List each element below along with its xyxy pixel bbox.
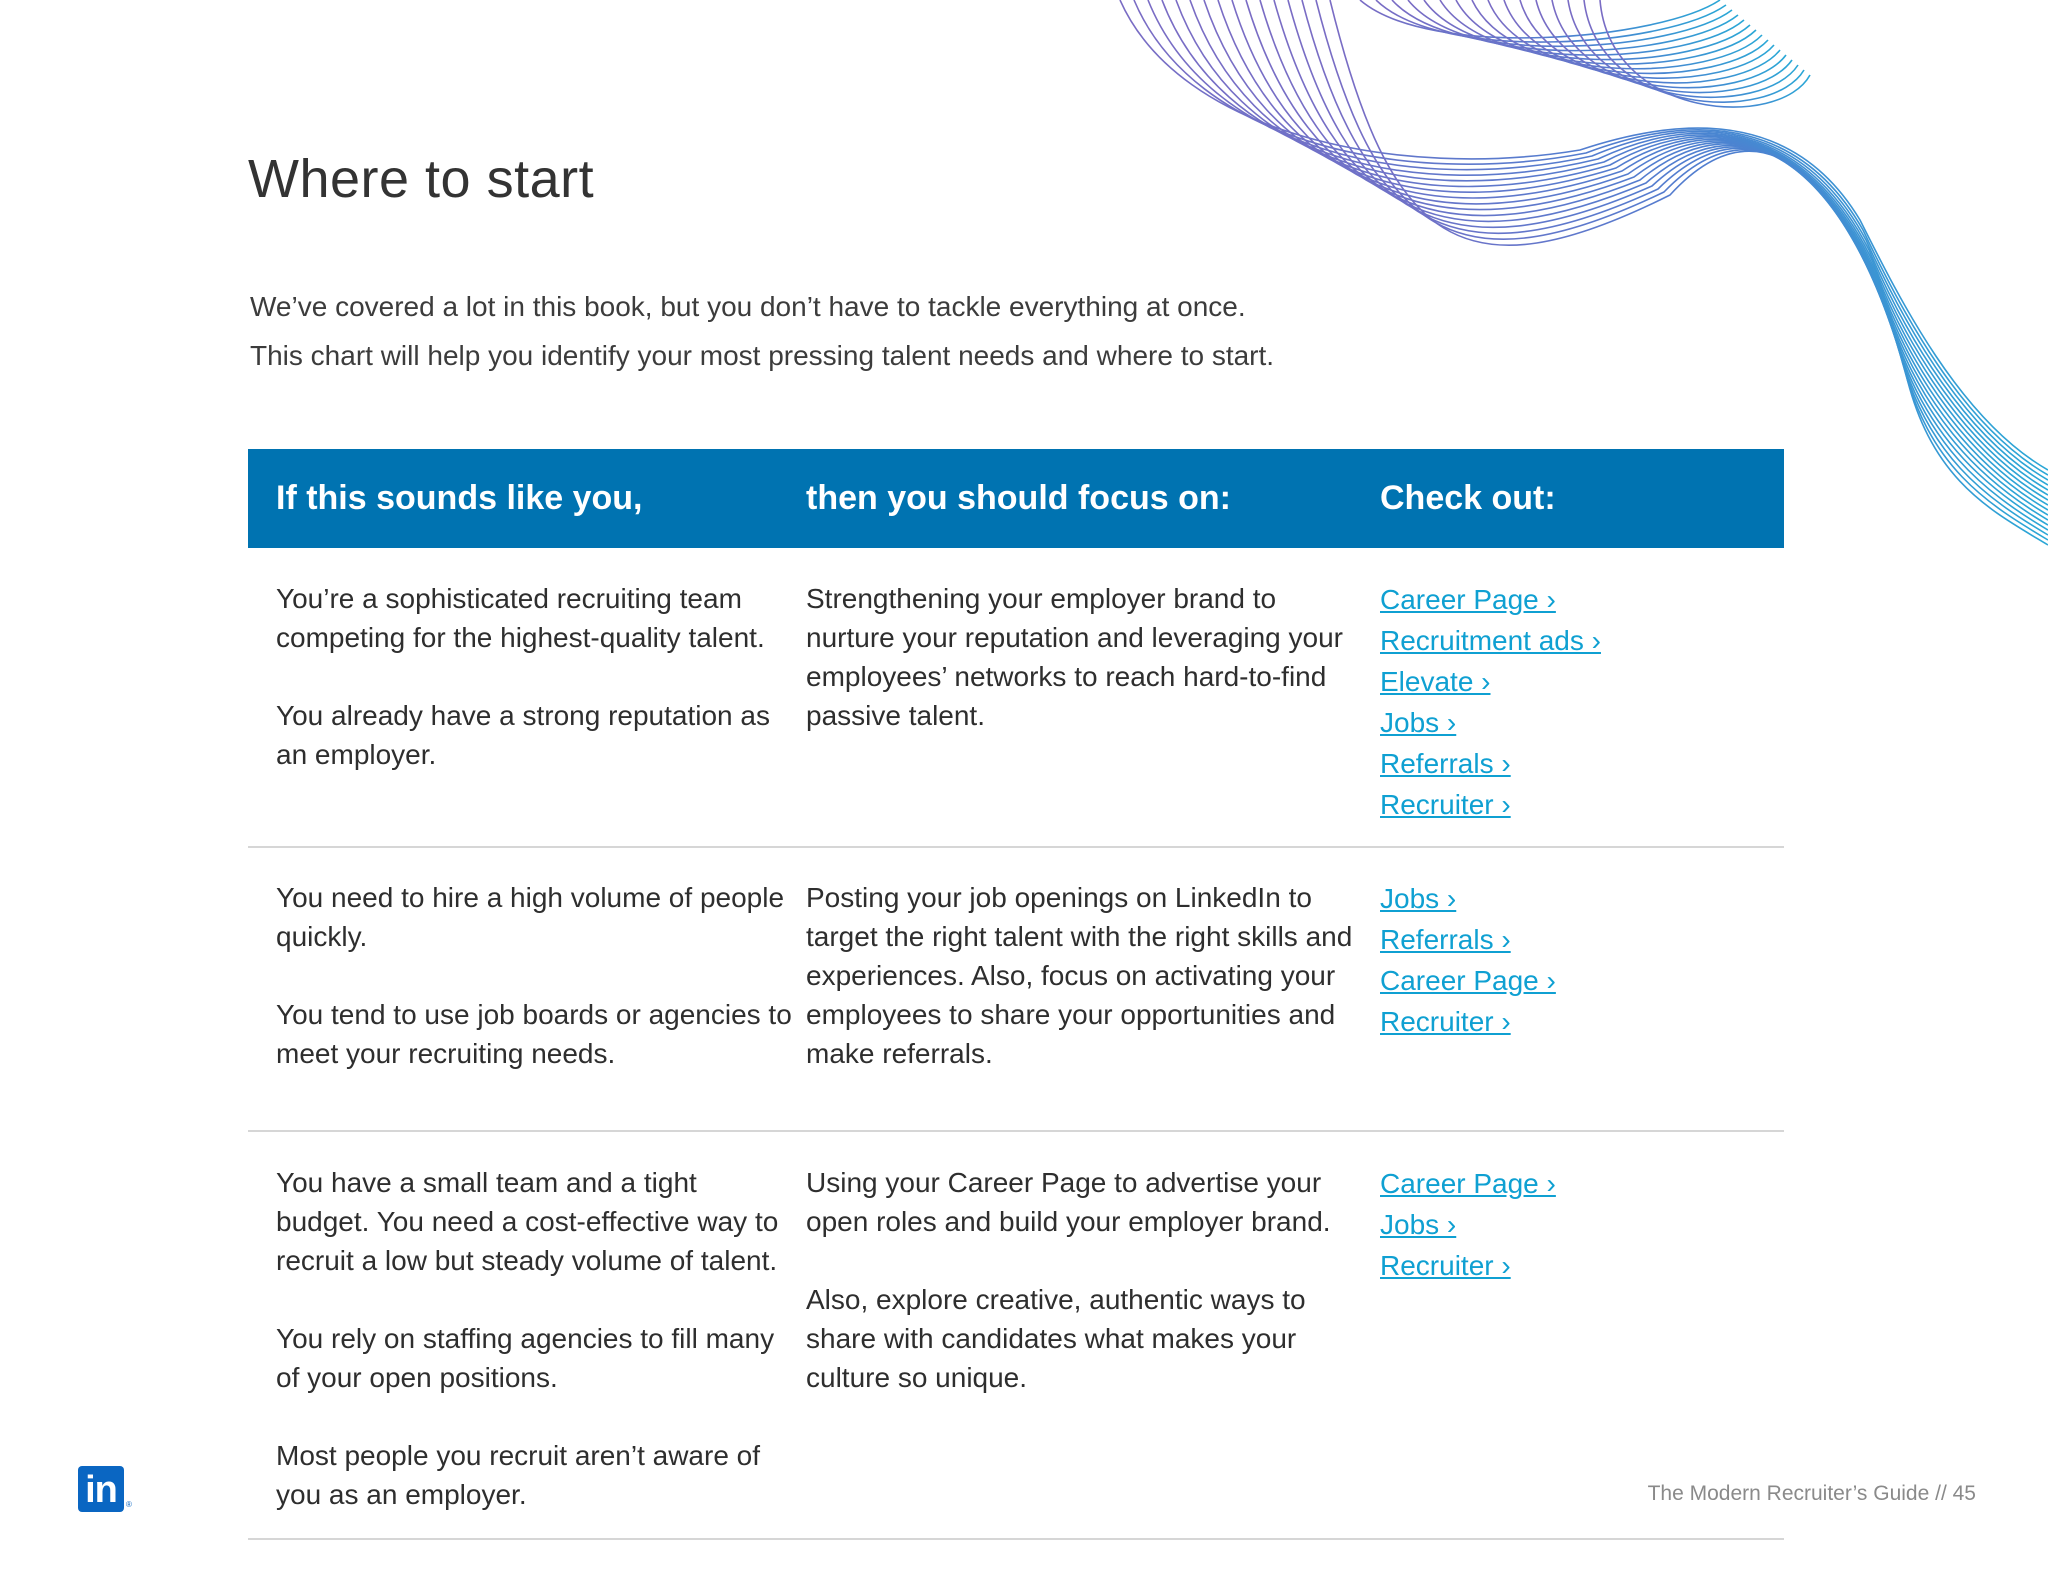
header-check-out: Check out:: [1380, 479, 1556, 517]
table-row: [248, 548, 1784, 848]
focus-text: Also, explore creative, authentic ways to share with candidates what makes your culture so unique.: [806, 1284, 1306, 1393]
situation-text: You already have a strong reputation as an employer.: [276, 700, 770, 770]
list-item: [1380, 620, 1784, 661]
link-list: [1380, 878, 1784, 1042]
registered-mark: ®: [126, 1500, 132, 1509]
link-list: [1380, 1163, 1784, 1286]
list-item: [1380, 878, 1784, 919]
table-row: [248, 1132, 1784, 1540]
list-item: [1380, 579, 1784, 620]
table-header: [248, 449, 1784, 548]
situation-cell: [248, 579, 806, 846]
page-footer: The Modern Recruiter’s Guide // 45: [1647, 1482, 1976, 1505]
links-cell: [1380, 878, 1784, 1130]
link-jobs[interactable]: Jobs ›: [1380, 883, 1457, 914]
list-item: [1380, 960, 1784, 1001]
link-jobs[interactable]: Jobs ›: [1380, 707, 1457, 738]
recommendation-table: [248, 449, 1784, 1540]
link-career-page[interactable]: Career Page ›: [1380, 1168, 1556, 1199]
link-recruiter[interactable]: Recruiter ›: [1380, 1250, 1511, 1281]
link-recruiter[interactable]: Recruiter ›: [1380, 1006, 1511, 1037]
list-item: [1380, 1245, 1784, 1286]
link-career-page[interactable]: Career Page ›: [1380, 584, 1556, 615]
focus-cell: [806, 878, 1380, 1130]
link-referrals[interactable]: Referrals ›: [1380, 924, 1511, 955]
list-item: [1380, 1001, 1784, 1042]
linkedin-logo-icon: in: [78, 1466, 124, 1512]
focus-cell: [806, 579, 1380, 846]
situation-text: You tend to use job boards or agencies to meet your recruiting needs.: [276, 999, 792, 1069]
situation-text: You rely on staffing agencies to fill many of your open positions.: [276, 1323, 775, 1393]
intro-paragraph: We’ve covered a lot in this book, but you don’t have to tackle everything at once. This chart will help you identify your most pressing talent needs and where to start.: [250, 291, 1275, 371]
link-elevate[interactable]: Elevate ›: [1380, 666, 1491, 697]
focus-text: Posting your job openings on LinkedIn to target the right talent with the right skills and experiences. Also, focus on activating your employees to share your opportunities and make referrals.: [806, 882, 1353, 1069]
focus-text: Strengthening your employer brand to nurture your reputation and leveraging your employees’ networks to reach hard-to-find passive talent.: [806, 583, 1344, 731]
situation-cell: [248, 1163, 806, 1538]
table-row: [248, 848, 1784, 1132]
situation-text: Most people you recruit aren’t aware of you as an employer.: [276, 1440, 761, 1510]
list-item: [1380, 743, 1784, 784]
focus-text: Using your Career Page to advertise your open roles and build your employer brand.: [806, 1167, 1331, 1237]
list-item: [1380, 784, 1784, 825]
list-item: [1380, 702, 1784, 743]
focus-cell: [806, 1163, 1380, 1538]
list-item: [1380, 919, 1784, 960]
link-jobs[interactable]: Jobs ›: [1380, 1209, 1457, 1240]
link-recruitment-ads[interactable]: Recruitment ads ›: [1380, 625, 1601, 656]
page-title: Where to start: [248, 149, 595, 209]
list-item: [1380, 1163, 1784, 1204]
link-career-page[interactable]: Career Page ›: [1380, 965, 1556, 996]
link-list: [1380, 579, 1784, 825]
situation-text: You need to hire a high volume of people quickly.: [276, 882, 785, 952]
situation-cell: [248, 878, 806, 1130]
list-item: [1380, 661, 1784, 702]
header-focus: then you should focus on:: [806, 479, 1231, 517]
situation-text: You have a small team and a tight budget. You need a cost-effective way to recruit a low but steady volume of talent.: [276, 1167, 779, 1276]
links-cell: [1380, 579, 1784, 846]
link-recruiter[interactable]: Recruiter ›: [1380, 789, 1511, 820]
wave-line: [1148, 0, 2048, 480]
wave-line: [1120, 0, 2048, 470]
link-referrals[interactable]: Referrals ›: [1380, 748, 1511, 779]
wave-line: [1218, 0, 2048, 505]
wave-line: [1134, 0, 2048, 475]
list-item: [1380, 1204, 1784, 1245]
situation-text: You’re a sophisticated recruiting team competing for the highest-quality talent.: [276, 583, 765, 653]
header-situation: If this sounds like you,: [276, 479, 643, 517]
